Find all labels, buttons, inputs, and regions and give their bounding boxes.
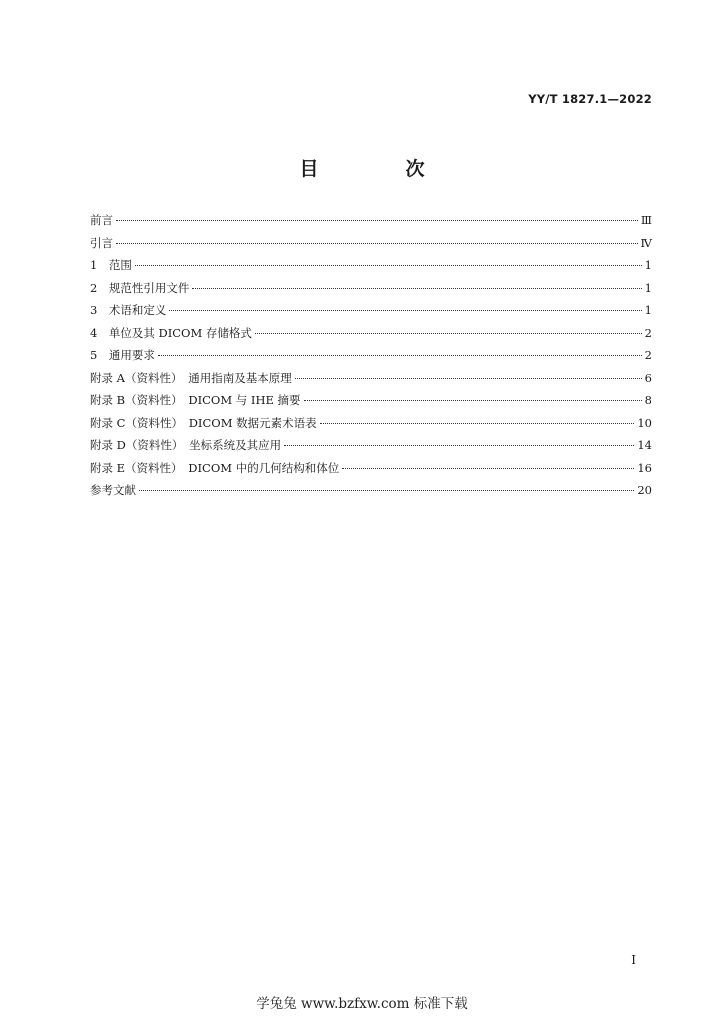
toc-entry-label: 附录 B（资料性） DICOM 与 IHE 摘要 [90,393,301,407]
toc-entry-label: 附录 E（资料性） DICOM 中的几何结构和体位 [90,460,340,475]
dot-leader [192,288,641,289]
toc-entry-page: 1 [644,280,652,295]
toc-entry-terms-definitions[interactable] [90,302,652,325]
toc-entry-page: 10 [637,415,652,430]
toc-entry-label: 3 术语和定义 [90,303,167,317]
footer-watermark-text: 学兔兔 www.bzfxw.com 标准下载 [256,996,468,1012]
toc-entry-page: 14 [637,438,652,452]
page-title: 目 次 [299,158,459,180]
dot-leader [342,468,634,469]
toc-entry-page: 20 [637,483,652,497]
toc-entry-label: 附录 D（资料性） 坐标系统及其应用 [90,438,282,452]
toc-entry-foreword[interactable] [90,212,652,235]
toc-entry-label: 引言 [90,235,113,250]
standard-code: YY/T 1827.1—2022 [528,92,652,106]
toc-entry-page: 1 [644,303,652,317]
toc-entry-annex-c[interactable] [90,415,652,438]
toc-entry-annex-b[interactable] [90,392,652,415]
dot-leader [135,265,642,266]
toc-entry-page: 8 [644,393,652,407]
toc-entry-normative-references[interactable] [90,280,652,303]
dot-leader [320,423,635,424]
dot-leader [255,333,642,334]
dot-leader [295,378,642,379]
toc-entry-annex-e[interactable] [90,460,652,483]
dot-leader [169,310,641,311]
toc-entry-page: 16 [637,460,652,475]
toc-entry-annex-d[interactable] [90,437,652,460]
toc-entry-label: 5 通用要求 [90,348,155,362]
toc-entry-label: 1 范围 [90,258,132,272]
toc-entry-annex-a[interactable] [90,370,652,393]
toc-entry-page: 1 [644,258,652,272]
toc-entry-label: 附录 A（资料性） 通用指南及基本原理 [90,370,292,385]
toc-entry-label: 2 规范性引用文件 [90,280,190,295]
toc-entry-label: 前言 [90,213,113,227]
toc-entry-units-dicom-storage[interactable] [90,325,652,348]
dot-leader [304,400,642,401]
page-number: I [631,953,636,967]
toc-entry-label: 4 单位及其 DICOM 存储格式 [90,325,252,340]
toc-entry-introduction[interactable] [90,235,652,258]
dot-leader [158,355,642,356]
toc-entry-label: 参考文献 [90,483,136,497]
dot-leader [139,490,634,491]
toc-entry-scope[interactable] [90,257,652,280]
table-of-contents [90,212,652,505]
dot-leader [116,220,638,221]
toc-entry-label: 附录 C（资料性） DICOM 数据元素术语表 [90,415,317,430]
dot-leader [116,243,638,244]
toc-entry-general-requirements[interactable] [90,347,652,370]
dot-leader [284,445,634,446]
toc-entry-bibliography[interactable] [90,482,652,505]
toc-entry-page: Ⅲ [640,213,652,227]
toc-entry-page: Ⅳ [640,235,652,250]
toc-entry-page: 2 [644,325,652,340]
toc-entry-page: 6 [644,370,652,385]
toc-entry-page: 2 [644,348,652,362]
